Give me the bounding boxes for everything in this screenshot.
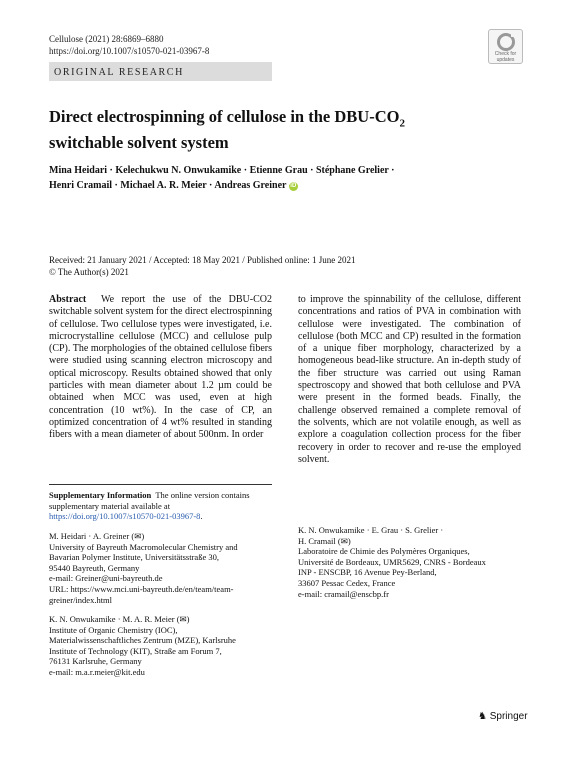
affiliation-bordeaux <box>298 525 528 599</box>
affil-email[interactable]: e-mail: cramail@enscbp.fr <box>298 588 389 599</box>
journal-header <box>49 33 209 57</box>
affil-email[interactable]: e-mail: Greiner@uni-bayreuth.de <box>49 573 163 584</box>
article-type-label: ORIGINAL RESEARCH <box>54 67 184 78</box>
title-line2: switchable solvent system <box>49 133 229 153</box>
title-line1: Direct electrospinning of cellulose in the DBU-CO <box>49 107 400 126</box>
orcid-icon[interactable]: iD <box>290 183 297 189</box>
affil-line: Bavarian Polymer Institute, Universitätsstraße 30, <box>49 552 219 563</box>
affil-line: 76131 Karlsruhe, Germany <box>49 656 142 667</box>
affiliation-bayreuth <box>49 531 279 605</box>
abstract-right-column <box>298 294 521 466</box>
affil-line: 33607 Pessac Cedex, France <box>298 577 396 588</box>
check-for-updates-badge[interactable] <box>488 29 523 64</box>
journal-citation: Cellulose (2021) 28:6869–6880 <box>49 34 164 44</box>
affil-url[interactable]: URL: https://www.mci.uni-bayreuth.de/en/team/team- <box>49 583 234 594</box>
affil-line: University of Bayreuth Macromolecular Chemistry and <box>49 541 238 552</box>
affil-line: Laboratoire de Chimie des Polymères Organiques, <box>298 546 470 557</box>
title-subscript: 2 <box>399 117 405 130</box>
affil-url-cont[interactable]: greiner/index.html <box>49 594 113 605</box>
authors-line1: Mina Heidari · Kelechukwu N. Onwukamike · Etienne Grau · Stéphane Grelier · <box>49 165 395 176</box>
supplementary-note <box>49 490 272 522</box>
publication-dates <box>49 254 529 278</box>
abstract-label: Abstract <box>49 294 87 305</box>
author-list <box>49 163 519 193</box>
doi-link[interactable]: https://doi.org/10.1007/s10570-021-03967-8 <box>49 46 210 56</box>
publisher-name: Springer <box>489 711 528 722</box>
springer-horse-icon: ♞ <box>478 711 487 722</box>
supplementary-label: Supplementary Information <box>49 490 152 500</box>
refresh-icon <box>497 33 515 51</box>
authors-line2: Henri Cramail · Michael A. R. Meier · Andreas Greiner <box>49 180 287 191</box>
affil-line: Université de Bordeaux, UMR5629, CNRS - Bordeaux <box>298 556 486 567</box>
affil-line: 95440 Bayreuth, Germany <box>49 562 140 573</box>
abstract-left-column <box>49 294 272 442</box>
supplementary-text: The online version contains supplementary material available at <box>49 490 250 511</box>
affiliation-kit <box>49 614 279 678</box>
affil-line: Materialwissenschaftliches Zentrum (MZE), Karlsruhe <box>49 635 236 646</box>
abstract-text-right: to improve the spinnability of the cellulose, different concentrations and ratios of PVA in combination with cellulose were investigated. The combination of cellulose (both MCC and CP) resulted in the formation of a unique fiber morphology, characterized by a homogeneous bead-like structure. An in-depth study of the fiber structure was carried out using Raman spectroscopy and showed that both cellulose and PVA were present in the formed beads. Finally, the challenge observed remained a complete removal of the solvents, which are not volatile enough, as well as explore a coagulation collection process for the fiber recovery in order to recover and re-use the employed solvent. <box>298 294 521 465</box>
paper-title <box>49 107 509 153</box>
received-dates: Received: 21 January 2021 / Accepted: 18 May 2021 / Published online: 1 June 2021 <box>49 255 356 265</box>
affil-line: INP - ENSCBP, 16 Avenue Pey-Berland, <box>298 567 437 578</box>
check-updates-line1: Check for <box>494 51 517 57</box>
affil-line: H. Cramail (✉) <box>298 535 351 546</box>
supplementary-end: . <box>200 511 203 522</box>
copyright-line: © The Author(s) 2021 <box>49 267 129 277</box>
article-type-banner <box>49 62 272 81</box>
check-updates-line2: updates <box>496 57 515 63</box>
affil-line: K. N. Onwukamike · E. Grau · S. Grelier · <box>298 525 444 535</box>
publisher-logo <box>478 711 528 722</box>
affil-line: M. Heidari · A. Greiner (✉) <box>49 531 145 541</box>
affil-email[interactable]: e-mail: m.a.r.meier@kit.edu <box>49 666 145 677</box>
footnote-divider <box>49 484 272 485</box>
affil-line: K. N. Onwukamike · M. A. R. Meier (✉) <box>49 614 190 624</box>
supplementary-link[interactable]: https://doi.org/10.1007/s10570-021-03967-8 <box>49 511 201 522</box>
affil-line: Institute of Technology (KIT), Straße am Forum 7, <box>49 645 222 656</box>
affil-line: Institute of Organic Chemistry (IOC), <box>49 624 178 635</box>
abstract-text-left: We report the use of the DBU-CO2 switchable solvent system for the direct electrospinning of cellulose. Two cellulose types were investigated, i.e. microcrystalline cellulose (MCC) and cellulose pulp (CP). The morphologies of the obtained cellulose fibers were studied using scanning electron microscopy and optical microscopy. Results obtained showed that only particles with mean diameter about 1.2 µm could be obtained when MCC was used, even at high concentration (10 wt%). In the case of CP, an optimized concentration of 4 wt% resulted in standing fibers with a mean diameter of about 500nm. In order <box>49 294 272 441</box>
